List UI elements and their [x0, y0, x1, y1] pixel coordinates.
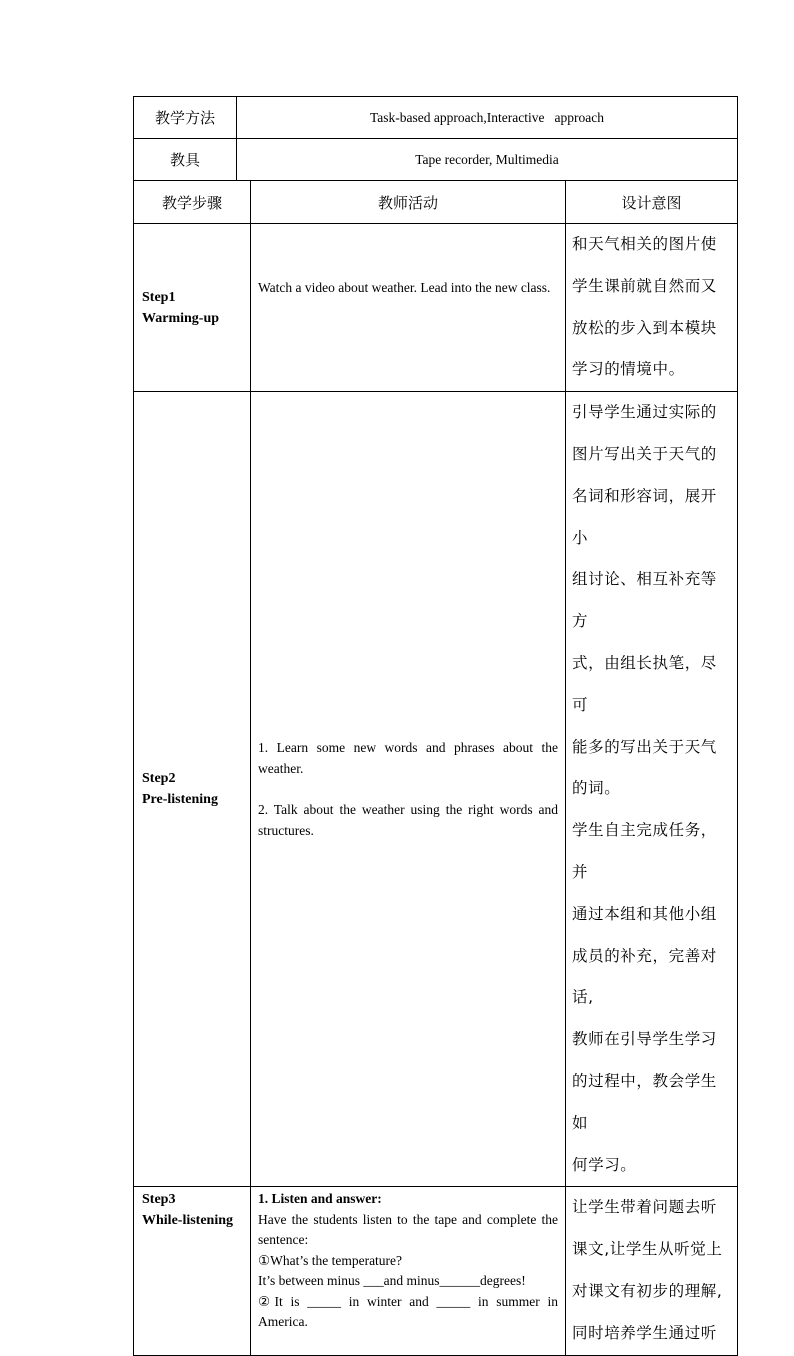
- step2-intent-line: 何学习。: [572, 1155, 637, 1174]
- step1-name: Warming-up: [142, 310, 220, 326]
- steps-table: [133, 180, 738, 1356]
- step3-activity-line: It’s between minus ___and minus______degrees!: [258, 1273, 526, 1289]
- info-row-method: [134, 97, 738, 139]
- step2-intent-line: 组讨论、相互补充等方: [572, 570, 717, 631]
- step3-intent-line: 对课文有初步的理解,: [572, 1281, 723, 1300]
- step3-activity: [251, 1187, 566, 1355]
- step2-intent-line: 的过程中，教会学生如: [572, 1071, 717, 1132]
- header-teacher: 教师活动: [251, 181, 566, 224]
- tools-value: Tape recorder, Multimedia: [237, 139, 738, 181]
- step1-activity-text: Watch a video about weather. Lead into the new class.: [258, 280, 551, 296]
- header-step: 教学步骤: [134, 181, 251, 224]
- step3-intent: [566, 1187, 738, 1355]
- step1-number: Step1: [142, 289, 176, 305]
- step3-number: Step3: [142, 1192, 176, 1208]
- step2-label: [134, 392, 251, 1187]
- step2-activity-item-1: 1. Learn some new words and phrases about the weather.: [258, 740, 558, 777]
- step2-intent-line: 能多的写出关于天气: [572, 737, 717, 756]
- step2-intent-line: 通过本组和其他小组: [572, 904, 717, 923]
- step1-intent-line: 学习的情境中。: [572, 360, 685, 379]
- step2-intent-line: 引导学生通过实际的: [572, 403, 717, 422]
- header-intent: 设计意图: [566, 181, 738, 224]
- step1-intent-line: 和天气相关的图片使: [572, 235, 717, 253]
- method-value: Task-based approach,Interactive approach: [237, 97, 738, 139]
- step3-intent-line: 课文,让学生从听觉上: [572, 1240, 723, 1259]
- step3-activity-line: Have the students listen to the tape and complete the sentence:: [258, 1211, 558, 1248]
- step3-intent-line: 同时培养学生通过听: [572, 1323, 717, 1342]
- step2-intent-line: 的词。: [572, 779, 621, 798]
- step2-row: [134, 392, 738, 1187]
- step3-label: [134, 1187, 251, 1355]
- step3-name: While-listening: [142, 1213, 234, 1229]
- step1-activity: [251, 224, 566, 392]
- step1-label: [134, 224, 251, 392]
- step2-intent-line: 教师在引导学生学习: [572, 1030, 717, 1049]
- step1-intent: [566, 224, 738, 392]
- step2-intent-line: 名词和形容词，展开小: [572, 486, 717, 547]
- info-table: [133, 96, 738, 181]
- step3-row: [134, 1187, 738, 1355]
- method-label: 教学方法: [134, 97, 237, 139]
- step2-activity: [251, 392, 566, 1187]
- step1-row: [134, 224, 738, 392]
- step2-number: Step2: [142, 771, 176, 787]
- step1-intent-line: 学生课前就自然而又: [572, 276, 717, 295]
- step3-activity-line: ②It is _____ in winter and _____ in summer in America.: [258, 1293, 558, 1330]
- step2-name: Pre-listening: [142, 792, 218, 808]
- step3-intent-line: 让学生带着问题去听: [572, 1198, 717, 1217]
- step2-intent-line: 成员的补充，完善对话,: [572, 946, 717, 1007]
- step2-intent: [566, 392, 738, 1187]
- header-row: [134, 181, 738, 224]
- step3-activity-title: 1. Listen and answer:: [258, 1191, 382, 1207]
- step2-activity-item-2: 2. Talk about the weather using the right words and structures.: [258, 802, 558, 839]
- tools-label: 教具: [134, 139, 237, 181]
- step2-intent-line: 图片写出关于天气的: [572, 444, 717, 463]
- step3-activity-line: ①What’s the temperature?: [258, 1252, 403, 1268]
- step1-intent-line: 放松的步入到本模块: [572, 318, 717, 337]
- step2-intent-line: 学生自主完成任务，并: [572, 821, 717, 881]
- step2-intent-line: 式，由组长执笔，尽可: [572, 653, 717, 714]
- info-row-tools: [134, 139, 738, 181]
